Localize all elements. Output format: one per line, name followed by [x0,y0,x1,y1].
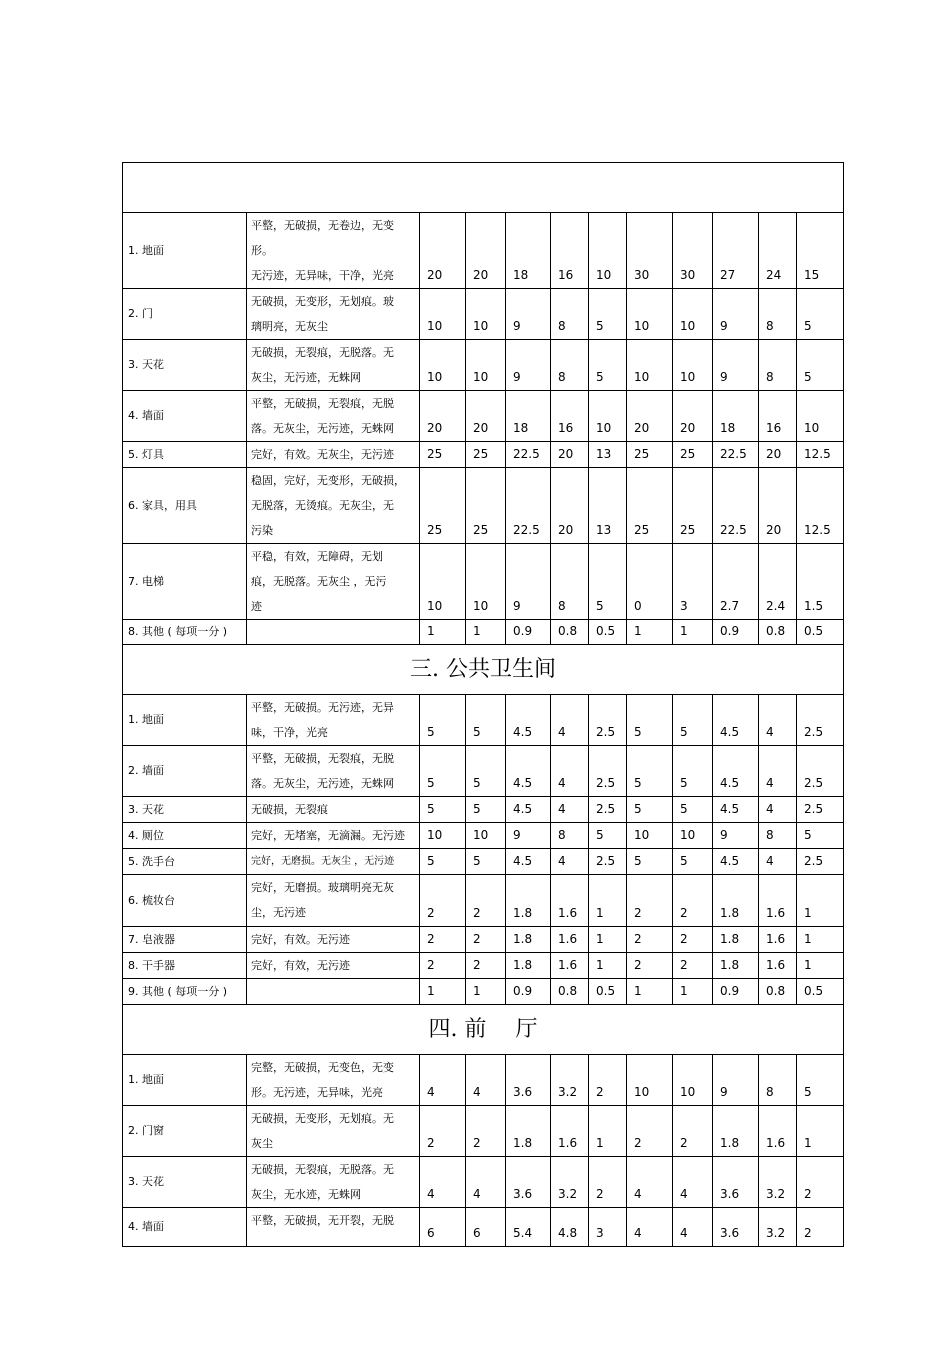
item-standard: 平整，无破损。无污迹，无异 味，干净，光亮 [247,695,420,746]
score-cell: 9 [713,340,759,391]
score-cell: 0.8 [759,620,797,645]
score-cell: 5 [466,695,506,746]
score-cell: 16 [551,213,589,289]
score-cell: 22.5 [506,468,551,544]
score-cell: 4 [759,695,797,746]
table-row [123,442,844,468]
section-title [123,163,844,213]
score-cell: 9 [713,1055,759,1106]
score-cell: 5 [420,849,466,875]
score-cell: 4 [551,849,589,875]
score-cell: 8 [551,544,589,620]
item-standard: 完好，无磨损。无灰尘 ，无污迹 [247,849,420,875]
score-cell: 2 [420,927,466,953]
score-cell: 4 [627,1208,673,1247]
item-standard: 平整，无破损，无裂痕，无脱 落。无灰尘，无污迹，无蛛网 [247,391,420,442]
score-cell: 13 [589,442,627,468]
score-cell: 2 [797,1208,844,1247]
score-cell: 2 [589,1157,627,1208]
score-cell: 0.9 [713,979,759,1005]
score-cell: 18 [713,391,759,442]
item-name: 4. 厕位 [123,823,247,849]
table-row [123,979,844,1005]
score-cell: 30 [627,213,673,289]
score-cell: 2 [627,1106,673,1157]
score-cell: 18 [506,213,551,289]
score-cell: 4 [420,1157,466,1208]
score-cell: 10 [420,823,466,849]
score-cell: 2 [673,1106,713,1157]
item-standard: 完好，有效。无污迹 [247,927,420,953]
score-cell: 4.5 [713,746,759,797]
score-cell: 1 [466,979,506,1005]
score-cell: 1 [466,620,506,645]
score-cell: 30 [673,213,713,289]
score-cell: 1.8 [506,927,551,953]
score-cell: 3.2 [759,1157,797,1208]
score-cell: 5 [466,797,506,823]
section-header-row [123,645,844,695]
score-cell: 1 [797,927,844,953]
score-cell: 2.5 [797,695,844,746]
score-cell: 6 [420,1208,466,1247]
table-row [123,391,844,442]
score-cell: 1.8 [506,1106,551,1157]
score-cell: 5 [797,289,844,340]
score-cell: 1 [797,875,844,927]
score-cell: 10 [797,391,844,442]
item-standard: 无破损，无变形，无划痕。玻 璃明亮，无灰尘 [247,289,420,340]
score-cell: 20 [551,442,589,468]
score-cell: 5 [673,746,713,797]
score-cell: 3.6 [506,1055,551,1106]
score-cell: 3 [673,544,713,620]
score-cell: 10 [466,289,506,340]
score-cell: 22.5 [713,468,759,544]
score-cell: 1.8 [506,953,551,979]
item-standard: 无破损，无变形，无划痕。无 灰尘 [247,1106,420,1157]
score-cell: 4.5 [713,849,759,875]
score-cell: 5 [797,823,844,849]
score-cell: 3.6 [713,1208,759,1247]
score-cell: 5 [673,849,713,875]
score-cell: 6 [466,1208,506,1247]
score-cell: 5 [673,797,713,823]
score-cell: 10 [589,213,627,289]
score-cell: 9 [506,823,551,849]
score-cell: 1 [589,953,627,979]
table-row [123,620,844,645]
item-name: 6. 梳妆台 [123,875,247,927]
score-cell: 0.9 [506,979,551,1005]
score-cell: 1 [420,620,466,645]
table-row [123,1157,844,1208]
score-cell: 4 [673,1157,713,1208]
score-cell: 20 [759,468,797,544]
table-row [123,695,844,746]
score-cell: 5 [797,1055,844,1106]
score-cell: 3.2 [551,1157,589,1208]
score-cell: 25 [420,442,466,468]
score-cell: 3 [589,1208,627,1247]
score-cell: 10 [627,1055,673,1106]
score-cell: 2.4 [759,544,797,620]
score-cell: 10 [466,544,506,620]
score-cell: 22.5 [713,442,759,468]
score-cell: 16 [759,391,797,442]
score-cell: 1.8 [713,927,759,953]
score-cell: 16 [551,391,589,442]
score-cell: 1.8 [713,1106,759,1157]
score-cell: 1.5 [797,544,844,620]
score-cell: 5 [589,823,627,849]
score-cell: 10 [673,1055,713,1106]
inspection-standards-table [122,162,844,1247]
item-standard [247,620,420,645]
score-cell: 10 [673,289,713,340]
score-cell: 2 [627,953,673,979]
score-cell: 2.5 [589,849,627,875]
score-cell: 3.6 [713,1157,759,1208]
table-row [123,849,844,875]
score-cell: 4.8 [551,1208,589,1247]
score-cell: 8 [759,1055,797,1106]
item-standard: 平整，无破损，无卷边，无变形。 无污迹，无异味，干净，光亮 [247,213,420,289]
score-cell: 4 [551,695,589,746]
item-standard: 无破损，无裂痕 [247,797,420,823]
section-title: 四. 前 厅 [123,1005,844,1055]
score-cell: 22.5 [506,442,551,468]
item-standard: 完好，有效。无灰尘，无污迹 [247,442,420,468]
score-cell: 0.9 [506,620,551,645]
score-cell: 10 [420,340,466,391]
item-standard [247,979,420,1005]
score-cell: 4 [466,1055,506,1106]
table-row [123,797,844,823]
score-cell: 5 [589,289,627,340]
item-standard: 完好，无磨损。玻璃明亮无灰 尘，无污迹 [247,875,420,927]
score-cell: 4.5 [506,746,551,797]
score-cell: 10 [420,289,466,340]
score-cell: 2 [673,927,713,953]
score-cell: 2 [466,953,506,979]
score-cell: 5 [420,695,466,746]
item-name: 1. 地面 [123,1055,247,1106]
score-cell: 5 [589,544,627,620]
item-name: 7. 电梯 [123,544,247,620]
score-cell: 1.6 [759,875,797,927]
score-cell: 2.7 [713,544,759,620]
score-cell: 2 [589,1055,627,1106]
score-cell: 9 [506,544,551,620]
score-cell: 1.6 [551,875,589,927]
score-cell: 18 [506,391,551,442]
score-cell: 20 [420,213,466,289]
score-cell: 20 [420,391,466,442]
item-name: 1. 地面 [123,695,247,746]
score-cell: 10 [627,289,673,340]
score-cell: 4 [551,797,589,823]
score-cell: 12.5 [797,442,844,468]
score-cell: 4 [759,746,797,797]
score-cell: 5 [627,695,673,746]
table-row [123,468,844,544]
section-title: 三. 公共卫生间 [123,645,844,695]
score-cell: 4 [627,1157,673,1208]
score-cell: 8 [759,823,797,849]
score-cell: 4 [551,746,589,797]
item-name: 4. 墙面 [123,391,247,442]
table-row [123,746,844,797]
score-cell: 3.6 [506,1157,551,1208]
table-row [123,544,844,620]
score-cell: 15 [797,213,844,289]
score-cell: 25 [673,442,713,468]
item-name: 9. 其他 ( 每项一分 ) [123,979,247,1005]
score-cell: 10 [673,823,713,849]
score-cell: 0.9 [713,620,759,645]
score-cell: 20 [466,213,506,289]
score-cell: 0.8 [551,620,589,645]
score-cell: 1.6 [551,927,589,953]
score-cell: 1 [589,927,627,953]
score-cell: 1 [797,953,844,979]
score-cell: 5 [420,797,466,823]
score-cell: 1.8 [713,953,759,979]
score-cell: 9 [506,289,551,340]
score-cell: 2 [466,1106,506,1157]
score-cell: 13 [589,468,627,544]
score-cell: 1.6 [551,953,589,979]
item-standard: 完好，有效，无污迹 [247,953,420,979]
score-cell: 2.5 [797,797,844,823]
item-name: 2. 门 [123,289,247,340]
score-cell: 8 [551,823,589,849]
score-cell: 4.5 [506,797,551,823]
score-cell: 1 [420,979,466,1005]
table-row [123,875,844,927]
score-cell: 2 [627,927,673,953]
score-cell: 2.5 [589,746,627,797]
item-standard: 完整，无破损，无变色，无变 形。无污迹，无异味，光亮 [247,1055,420,1106]
item-name: 8. 干手器 [123,953,247,979]
score-cell: 25 [627,442,673,468]
score-cell: 10 [673,340,713,391]
item-name: 3. 天花 [123,797,247,823]
score-cell: 1 [627,979,673,1005]
score-cell: 4.5 [506,695,551,746]
score-cell: 1.8 [713,875,759,927]
item-name: 4. 墙面 [123,1208,247,1247]
score-cell: 27 [713,213,759,289]
score-cell: 2.5 [589,797,627,823]
score-cell: 9 [713,823,759,849]
score-cell: 1.6 [759,927,797,953]
score-cell: 1 [673,620,713,645]
score-cell: 8 [759,289,797,340]
score-cell: 4.5 [506,849,551,875]
score-cell: 2.5 [797,746,844,797]
table-row [123,213,844,289]
score-cell: 20 [627,391,673,442]
score-cell: 1 [673,979,713,1005]
item-standard: 平整，无破损，无裂痕，无脱 落。无灰尘，无污迹，无蛛网 [247,746,420,797]
item-standard: 无破损，无裂痕，无脱落。无 灰尘，无污迹，无蛛网 [247,340,420,391]
score-cell: 0.5 [797,620,844,645]
table-row [123,289,844,340]
score-cell: 2 [673,953,713,979]
score-cell: 25 [420,468,466,544]
score-cell: 4 [759,797,797,823]
score-cell: 8 [759,340,797,391]
score-cell: 2 [420,875,466,927]
score-cell: 0.8 [551,979,589,1005]
score-cell: 24 [759,213,797,289]
score-cell: 5 [797,340,844,391]
table-row [123,823,844,849]
score-cell: 25 [466,442,506,468]
score-cell: 0.5 [589,979,627,1005]
score-cell: 2 [420,953,466,979]
score-cell: 1 [797,1106,844,1157]
table-row [123,1208,844,1247]
score-cell: 2 [673,875,713,927]
score-cell: 2 [627,875,673,927]
score-cell: 1.6 [551,1106,589,1157]
score-cell: 10 [466,340,506,391]
score-cell: 4 [420,1055,466,1106]
section-header-row [123,1005,844,1055]
table-row [123,340,844,391]
table-row [123,927,844,953]
score-cell: 12.5 [797,468,844,544]
score-cell: 0.8 [759,979,797,1005]
score-cell: 1.6 [759,1106,797,1157]
score-cell: 9 [506,340,551,391]
score-cell: 1 [589,875,627,927]
score-cell: 5 [673,695,713,746]
table-row [123,1106,844,1157]
item-name: 7. 皂液器 [123,927,247,953]
score-cell: 0.5 [797,979,844,1005]
item-name: 5. 灯具 [123,442,247,468]
score-cell: 2 [466,927,506,953]
score-cell: 3.2 [759,1208,797,1247]
score-cell: 25 [673,468,713,544]
score-cell: 2.5 [797,849,844,875]
item-standard: 稳固，完好，无变形，无破损， 无脱落，无烫痕。无灰尘，无 污染 [247,468,420,544]
item-name: 6. 家具，用具 [123,468,247,544]
score-cell: 2 [466,875,506,927]
item-name: 5. 洗手台 [123,849,247,875]
score-cell: 5 [627,746,673,797]
score-cell: 5 [589,340,627,391]
score-cell: 4 [759,849,797,875]
score-cell: 0.5 [589,620,627,645]
score-cell: 10 [466,823,506,849]
score-cell: 5 [466,746,506,797]
score-cell: 20 [759,442,797,468]
item-standard: 无破损，无裂痕，无脱落。无 灰尘，无水迹，无蛛网 [247,1157,420,1208]
item-name: 3. 天花 [123,1157,247,1208]
table-row [123,1055,844,1106]
item-name: 8. 其他 ( 每项一分 ) [123,620,247,645]
score-cell: 2 [420,1106,466,1157]
item-name: 3. 天花 [123,340,247,391]
score-cell: 25 [466,468,506,544]
score-cell: 1 [627,620,673,645]
item-name: 2. 墙面 [123,746,247,797]
section-header-row [123,163,844,213]
score-cell: 20 [551,468,589,544]
score-cell: 5 [627,849,673,875]
score-cell: 1.8 [506,875,551,927]
score-cell: 2.5 [589,695,627,746]
score-cell: 9 [713,289,759,340]
score-cell: 10 [627,823,673,849]
score-cell: 4 [466,1157,506,1208]
score-cell: 3.2 [551,1055,589,1106]
score-cell: 8 [551,340,589,391]
score-cell: 4 [673,1208,713,1247]
score-cell: 10 [420,544,466,620]
item-standard: 平稳，有效，无障碍，无划 痕，无脱落。无灰尘 ，无污 迹 [247,544,420,620]
item-standard: 完好，无堵塞，无滴漏。无污迹 [247,823,420,849]
score-cell: 5 [420,746,466,797]
table-row [123,953,844,979]
score-cell: 1.6 [759,953,797,979]
score-cell: 20 [466,391,506,442]
score-cell: 5.4 [506,1208,551,1247]
score-cell: 1 [589,1106,627,1157]
score-cell: 10 [589,391,627,442]
score-cell: 5 [627,797,673,823]
score-cell: 8 [551,289,589,340]
score-cell: 4.5 [713,797,759,823]
score-cell: 20 [673,391,713,442]
item-standard: 平整，无破损，无开裂，无脱 [247,1208,420,1247]
item-name: 1. 地面 [123,213,247,289]
score-cell: 2 [797,1157,844,1208]
item-name: 2. 门窗 [123,1106,247,1157]
score-cell: 25 [627,468,673,544]
score-cell: 10 [627,340,673,391]
score-cell: 5 [466,849,506,875]
score-cell: 4.5 [713,695,759,746]
score-cell: 0 [627,544,673,620]
